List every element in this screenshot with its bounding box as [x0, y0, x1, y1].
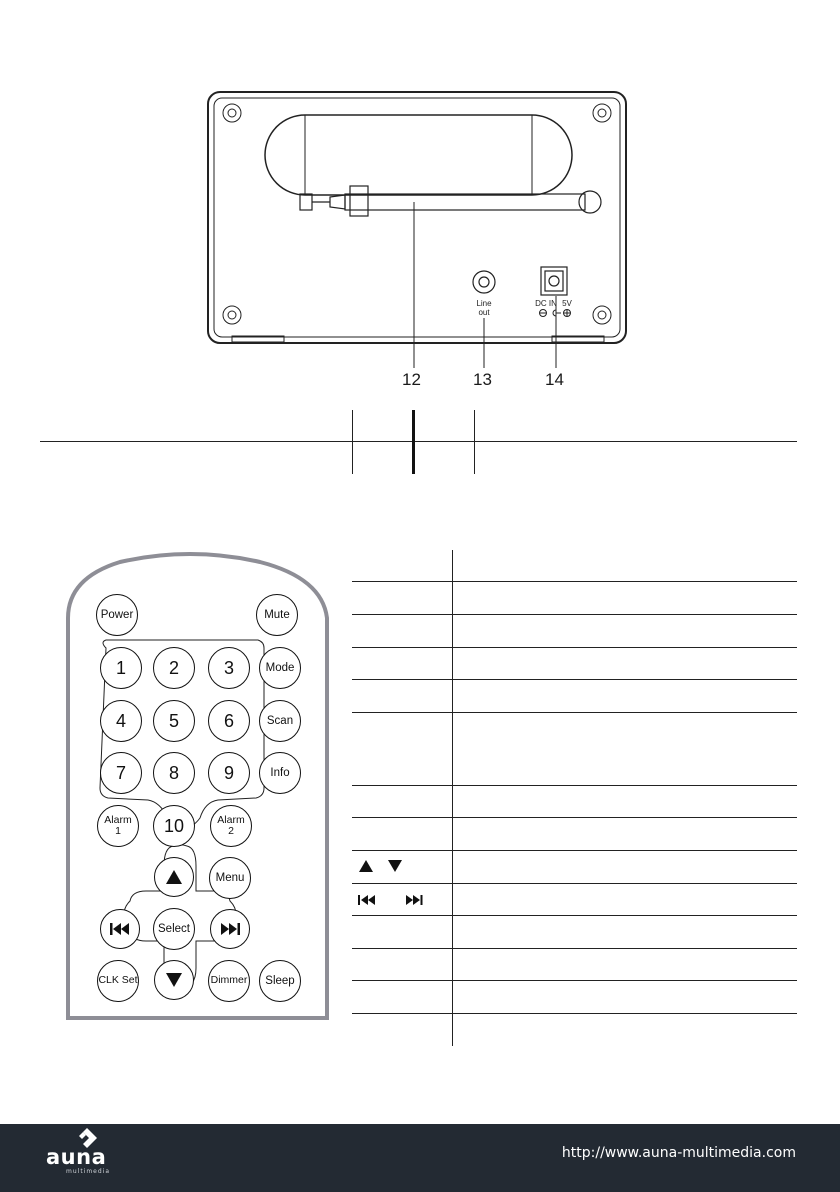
dc-in-label: DC IN: [535, 299, 557, 308]
table-row-divider: [352, 679, 797, 680]
triangle-up-icon: [166, 870, 182, 884]
table-row-divider: [352, 883, 797, 884]
dc-in-jack-icon: [541, 267, 567, 295]
mute-button[interactable]: Mute: [256, 594, 298, 636]
line-out-label: Line: [476, 299, 492, 308]
down-arrow-button[interactable]: [154, 960, 194, 1000]
table-row-divider: [352, 915, 797, 916]
callout-12: 12: [402, 370, 421, 389]
callout-14: 14: [545, 370, 564, 389]
number-7-button[interactable]: 7: [100, 752, 142, 794]
skip-back-icon: [110, 923, 130, 935]
number-1-button[interactable]: 1: [100, 647, 142, 689]
menu-button[interactable]: Menu: [209, 857, 251, 899]
alarm-1-button[interactable]: [97, 805, 139, 847]
skip-forward-icon: [220, 923, 240, 935]
website-url[interactable]: http://www.auna-multimedia.com: [561, 1145, 796, 1161]
table-row-divider: [352, 614, 797, 615]
table-row-divider: [352, 817, 797, 818]
number-5-button[interactable]: 5: [153, 700, 195, 742]
number-6-button[interactable]: 6: [208, 700, 250, 742]
select-button[interactable]: Select: [153, 908, 195, 950]
table-row-divider: [352, 1013, 797, 1014]
sleep-button[interactable]: Sleep: [259, 960, 301, 1002]
number-2-button[interactable]: 2: [153, 647, 195, 689]
mode-button[interactable]: Mode: [259, 647, 301, 689]
table-row-divider: [352, 712, 797, 713]
remote-control-illustration: [60, 548, 340, 1028]
up-down-arrows-icon: [358, 858, 418, 874]
line-out-label-2: out: [478, 308, 490, 317]
table-row-divider: [352, 948, 797, 949]
power-button[interactable]: Power: [96, 594, 138, 636]
table-row-divider: [352, 980, 797, 981]
alarm-1-number: 1: [115, 825, 121, 837]
radio-back-illustration: [0, 0, 840, 400]
brand-logo: auna: [46, 1145, 107, 1169]
dc-voltage-label: 5V: [562, 299, 572, 308]
table-column-divider: [474, 410, 475, 474]
previous-button[interactable]: [100, 909, 140, 949]
number-8-button[interactable]: 8: [153, 752, 195, 794]
table-row-divider: [40, 441, 797, 442]
info-button[interactable]: Info: [259, 752, 301, 794]
number-4-button[interactable]: 4: [100, 700, 142, 742]
alarm-1-label: Alarm: [104, 813, 132, 826]
table-row-divider: [352, 581, 797, 582]
table-row-divider: [352, 850, 797, 851]
table-column-divider: [352, 410, 353, 474]
alarm-2-label: Alarm: [217, 813, 245, 826]
table-row-divider: [352, 647, 797, 648]
number-3-button[interactable]: 3: [208, 647, 250, 689]
number-10-button[interactable]: 10: [153, 805, 195, 847]
antenna-icon: [300, 186, 601, 216]
callout-13: 13: [473, 370, 492, 389]
alarm-2-number: 2: [228, 825, 234, 837]
brand-sub: multimedia: [66, 1168, 111, 1175]
table-column-divider: [412, 410, 415, 474]
dimmer-button[interactable]: Dimmer: [208, 960, 250, 1002]
alarm-2-button[interactable]: [210, 805, 252, 847]
polarity-icon: [540, 310, 571, 317]
clk-set-button[interactable]: CLK Set: [97, 960, 139, 1002]
triangle-down-icon: [166, 973, 182, 987]
next-button[interactable]: [210, 909, 250, 949]
table-column-divider: [452, 550, 453, 1046]
skip-back-forward-icon: [358, 893, 438, 907]
scan-button[interactable]: Scan: [259, 700, 301, 742]
line-out-jack-icon: [473, 271, 495, 293]
number-9-button[interactable]: 9: [208, 752, 250, 794]
footer-bar: [0, 1124, 840, 1192]
up-arrow-button[interactable]: [154, 857, 194, 897]
table-row-divider: [352, 785, 797, 786]
